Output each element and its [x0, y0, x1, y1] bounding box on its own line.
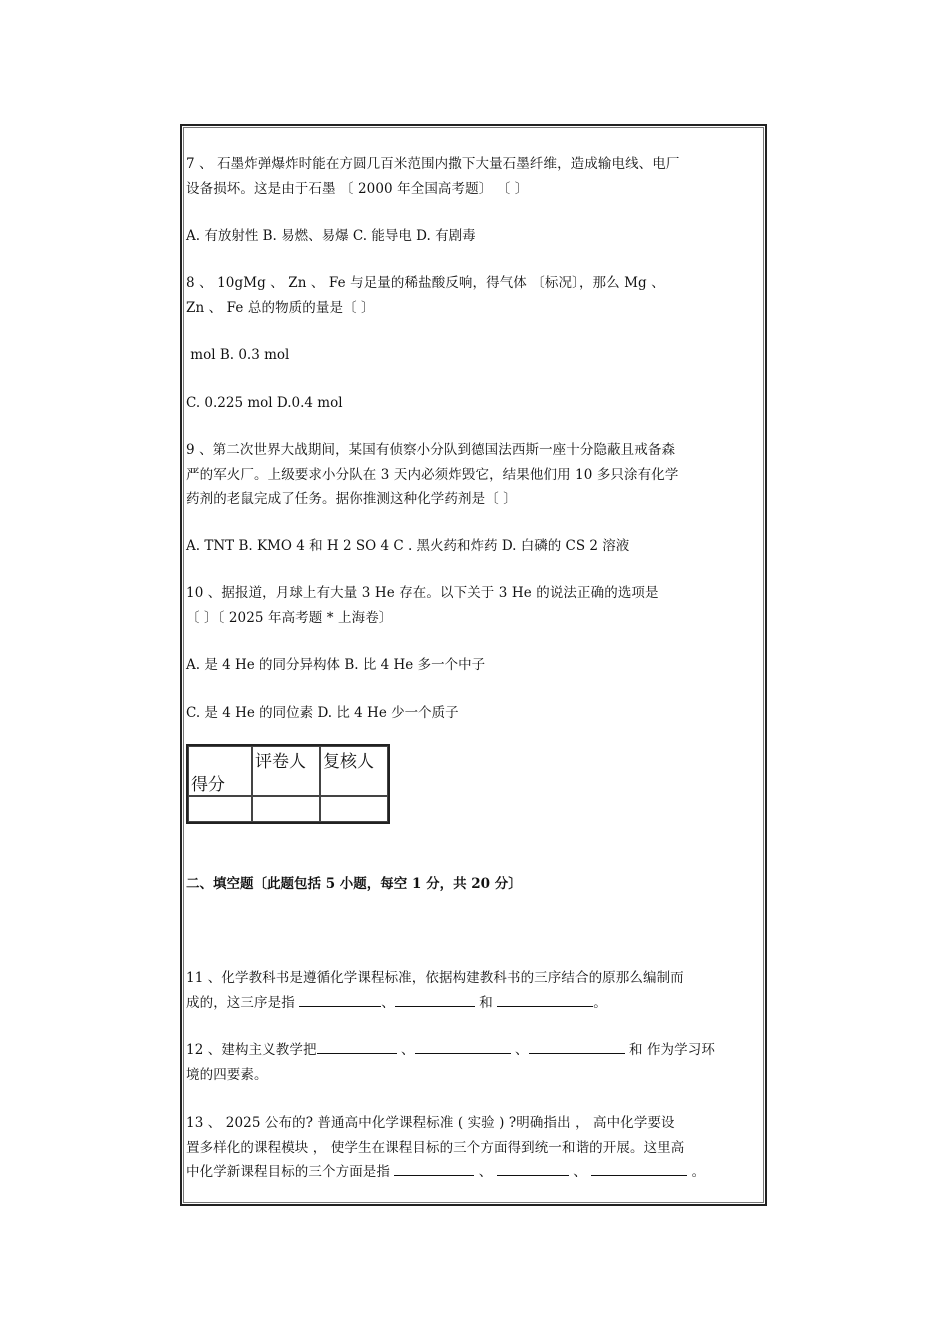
question-9	[186, 438, 766, 512]
question-13	[186, 1111, 766, 1185]
score-header-cell: 得分	[188, 746, 252, 796]
q11-sep-2: 和	[474, 994, 498, 1011]
question-9-line-3: 药剂的老鼠完成了任务。据你推测这种化学药剂是〔 〕	[186, 491, 517, 507]
q12-blank-2[interactable]	[415, 1039, 511, 1054]
q12-sep-1: 、	[396, 1042, 415, 1058]
question-11-line-2-text: 成的，这三序是指	[186, 994, 300, 1011]
q13-blank-1[interactable]	[394, 1161, 474, 1176]
question-8-options-1: mol B. 0.3 mol	[186, 347, 290, 363]
question-12-line-1	[186, 1038, 766, 1063]
q11-blank-3[interactable]	[497, 992, 593, 1007]
grader-header-cell: 评卷人	[252, 746, 320, 796]
question-9-options: A. TNT B. KMO 4 和 H 2 SO 4 C . 黑火药和炸药 D. 白磷的 CS 2 溶液	[186, 538, 630, 554]
exam-page-frame	[180, 124, 767, 1206]
q13-sep-1: 、	[474, 1164, 497, 1180]
question-13-line-2: 置多样化的课程模块 ， 使学生在课程目标的三个方面得到统一和谐的开展。这里高	[186, 1139, 685, 1156]
question-11	[186, 966, 766, 1015]
question-11-line-2	[186, 991, 766, 1016]
question-8-options-2: C. 0.225 mol D.0.4 mol	[186, 395, 343, 411]
score-input-cell[interactable]	[188, 796, 252, 822]
section-2-title: 二、填空题〔此题包括 5 小题，每空 1 分，共 20 分〕	[186, 876, 522, 892]
question-8	[186, 271, 766, 320]
score-table	[186, 744, 390, 824]
reviewer-input-cell[interactable]	[320, 796, 388, 822]
question-10-options-1: A. 是 4 He 的同分异构体 B. 比 4 He 多一个中子	[186, 657, 486, 673]
question-7-line-2: 设备损坏。这是由于石墨 〔 2000 年全国高考题〕 〔 〕	[186, 180, 529, 197]
q13-blank-3[interactable]	[591, 1161, 687, 1176]
q11-blank-1[interactable]	[299, 992, 381, 1007]
question-12-line-2: 境的四要素。	[186, 1066, 268, 1083]
q13-end: 。	[687, 1164, 706, 1180]
grader-input-cell[interactable]	[252, 796, 320, 822]
q13-sep-2: 、	[568, 1164, 592, 1180]
question-9-line-1: 9 、第二次世界大战期间，某国有侦察小分队到德国法西斯一座十分隐蔽且戒备森	[186, 442, 676, 458]
question-9-line-2: 严的军火厂。上级要求小分队在 3 天内必须炸毁它，结果他们用 10 多只涂有化学	[186, 466, 679, 483]
question-10-options-2: C. 是 4 He 的同位素 D. 比 4 He 少一个质子	[186, 705, 459, 721]
question-7	[186, 152, 766, 201]
question-10-line-1: 10 、据报道，月球上有大量 3 He 存在。以下关于 3 He 的说法正确的选项是	[186, 585, 659, 601]
question-13-line-1: 13 、 2025 公布的? 普通高中化学课程标准 ( 实验 ) ?明确指出 ， 高中化学要设	[186, 1115, 675, 1131]
q11-sep-1: 、	[381, 994, 395, 1011]
q12-blank-1[interactable]	[317, 1039, 397, 1054]
question-8-line-1: 8 、 10gMg 、 Zn 、 Fe 与足量的稀盐酸反响，得气体 〔标况〕，那么 Mg 、	[186, 275, 665, 291]
question-11-line-1: 11 、化学教科书是遵循化学课程标准，依据构建教科书的三序结合的原那么编制而	[186, 970, 684, 986]
q12-blank-3[interactable]	[529, 1039, 625, 1054]
question-7-options: A. 有放射性 B. 易燃、易爆 C. 能导电 D. 有剧毒	[186, 228, 476, 244]
reviewer-header-cell: 复核人	[320, 746, 388, 796]
question-10-line-2: 〔 〕〔 2025 年高考题 * 上海卷〕	[186, 609, 393, 626]
question-13-line-3	[186, 1160, 766, 1185]
question-10	[186, 581, 766, 630]
q13-blank-2[interactable]	[497, 1161, 569, 1176]
question-12-line-1-tail: 和 作为学习环	[624, 1042, 715, 1058]
question-13-line-3-text: 中化学新课程目标的三个方面是指	[186, 1164, 395, 1180]
question-12	[186, 1038, 766, 1087]
question-8-line-2: Zn 、 Fe 总的物质的量是〔 〕	[186, 299, 375, 316]
q11-blank-2[interactable]	[395, 992, 475, 1007]
question-7-line-1: 7 、 石墨炸弹爆炸时能在方圆几百米范围内撒下大量石墨纤维，造成输电线、电厂	[186, 156, 680, 172]
q12-sep-2: 、	[510, 1042, 529, 1058]
question-12-line-1-text: 12 、建构主义教学把	[186, 1042, 317, 1058]
q11-end: 。	[593, 994, 607, 1011]
